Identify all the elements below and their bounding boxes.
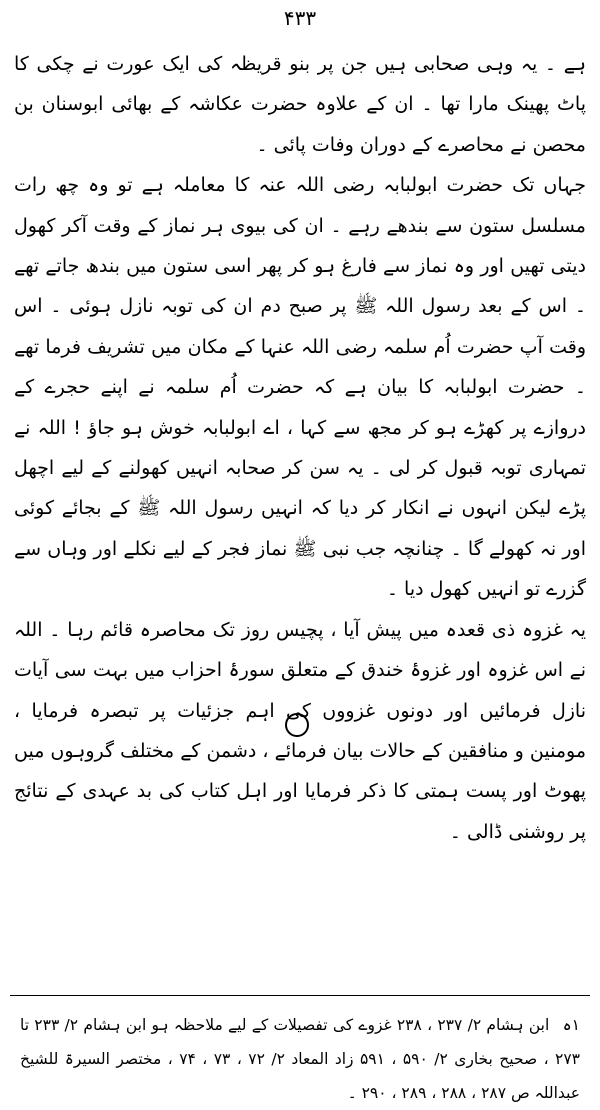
paragraph-1: ہے ۔ یہ وہی صحابی ہیں جن پر بنو قریظہ کی ایک عورت نے چکی کا پاٹ پھینک مارا تھا ۔ ان کے علاوہ حضرت عکاشہ کے بھائی ابوسنان بن محصن نے محاصرے کے دوران وفات پائی ۔: [14, 53, 586, 156]
footnotes: [20, 1008, 580, 1110]
page-number: ۴۳۳: [283, 6, 317, 30]
footnote-marker: ۱ہ: [562, 1016, 580, 1034]
section-end-circle-icon: [285, 713, 309, 737]
footnote-text: ابن ہشام ۲/ ۲۳۷ ، ۲۳۸ غزوے کی تفصیلات کے لیے ملاحظہ ہو ابن ہشام ۲/ ۲۳۳ تا ۲۷۳ ، صحیح بخاری ۲/ ۵۹۰ ، ۵۹۱ زاد المعاد ۲/ ۷۲ ، ۷۳ ، ۷۴ ، مختصر السیرۃ للشیخ عبداللہ ص ۲۸۷ ، ۲۸۸ ، ۲۸۹ ، ۲۹۰ ۔: [20, 1016, 580, 1102]
paragraph-3: یہ غزوہ ذی قعدہ میں پیش آیا ، پچیس روز تک محاصرہ قائم رہا ۔ اللہ نے اس غزوہ اور غزوۂ خندق کے متعلق سورۂ احزاب میں بہت سی آیات نازل فرمائیں اور دونوں غزووں کی اہم جزئیات پر تبصرہ فرمایا ، مومنین و منافقین کے حالات بیان فرمائے ، دشمن کے مختلف گروہوں میں پھوٹ اور پست ہمتی کا ذکر فرمایا اور اہل کتاب کی بد عہدی کے نتائج پر روشنی ڈالی ۔: [14, 618, 586, 843]
paragraph-2: جہاں تک حضرت ابولبابہ رضی اللہ عنہ کا معاملہ ہے تو وہ چھ رات مسلسل ستون سے بندھے رہے ۔ ان کی بیوی ہر نماز کے وقت آکر کھول دیتی تھیں اور وہ نماز سے فارغ ہو کر پھر اسی ستون میں بندھ جاتے تھے ۔ اس کے بعد رسول اللہ ﷺ پر صبح دم ان کی توبہ نازل ہوئی ۔ اس وقت آپ حضرت اُم سلمہ رضی اللہ عنہا کے مکان میں تشریف فرما تھے ۔ حضرت ابولبابہ کا بیان ہے کہ حضرت اُم سلمہ نے اپنے حجرے کے دروازے پر کھڑے ہو کر مجھ سے کہا ، اے ابولبابہ خوش ہو جاؤ ! اللہ نے تمہاری توبہ قبول کر لی ۔ یہ سن کر صحابہ انہیں کھولنے کے لیے اچھل پڑے لیکن انہوں نے انکار کر دیا کہ انہیں رسول اللہ ﷺ کے بجائے کوئی اور نہ کھولے گا ۔ چنانچہ جب نبی ﷺ نماز فجر کے لیے نکلے اور وہاں سے گزرے تو انہیں کھول دیا ۔: [14, 174, 586, 601]
footnote-divider: [10, 995, 590, 996]
